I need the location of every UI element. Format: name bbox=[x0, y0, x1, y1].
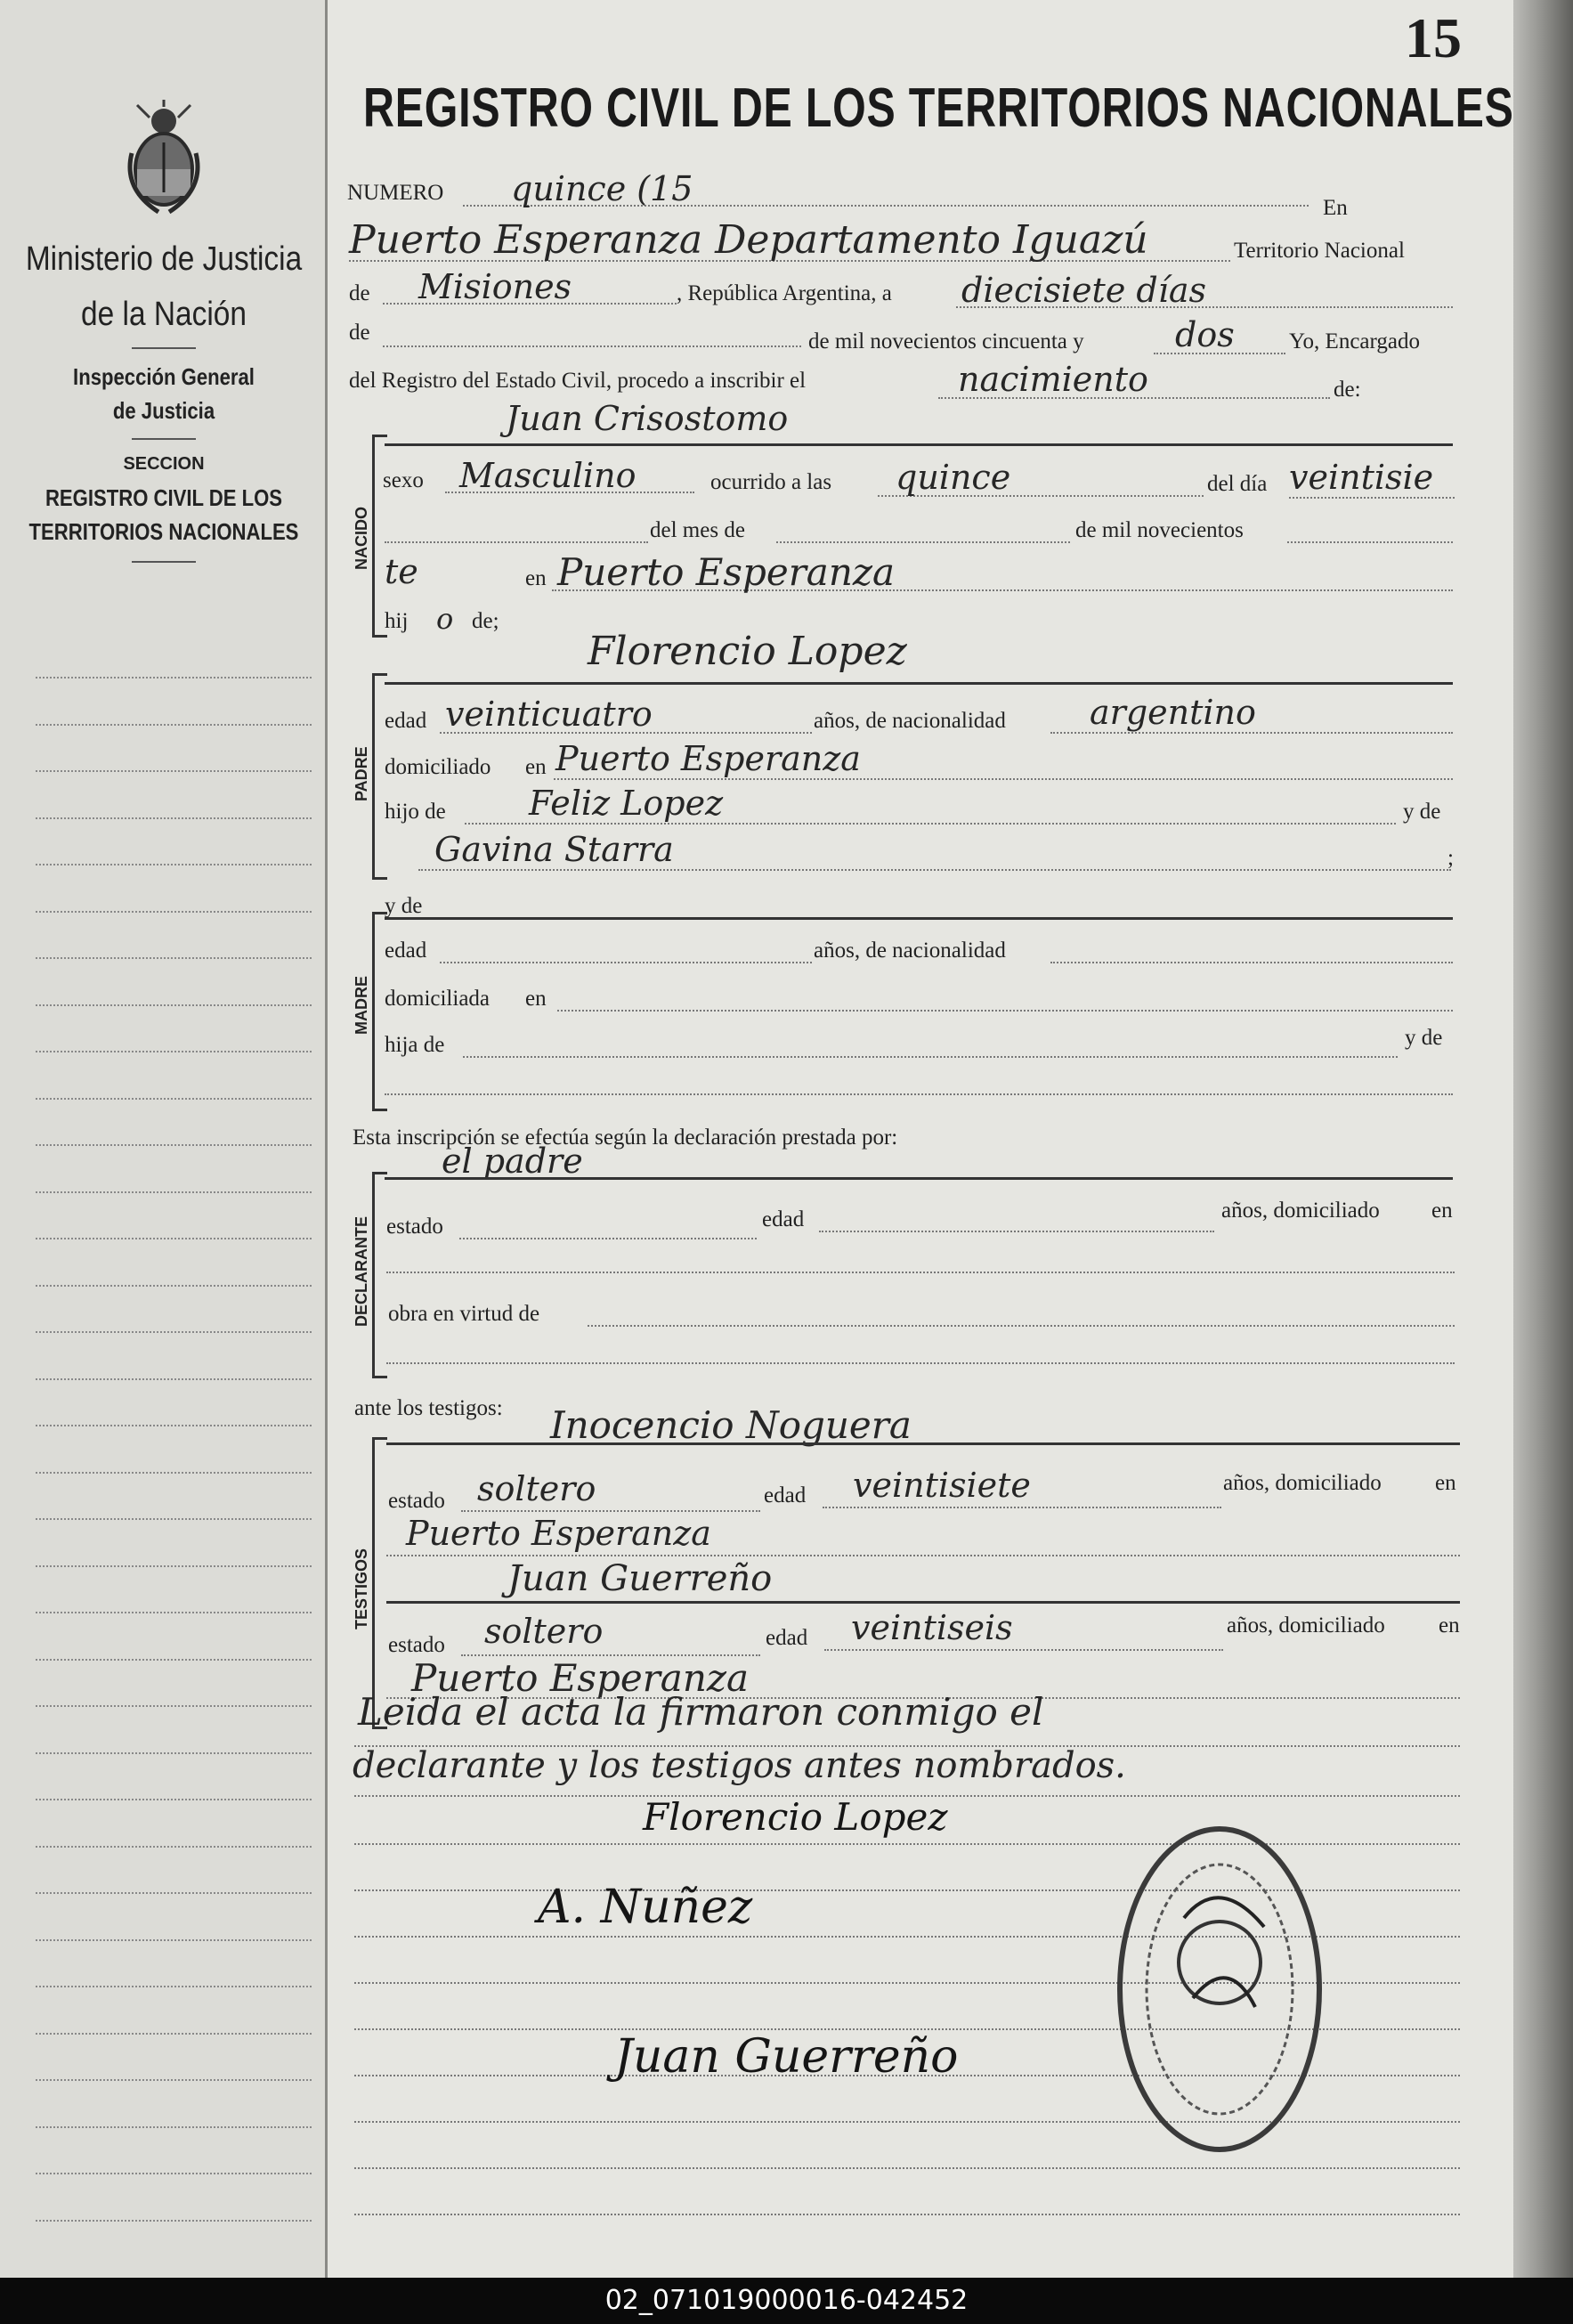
inspection-line-1: Inspección General bbox=[73, 363, 255, 390]
margin-ruled-line bbox=[36, 1705, 312, 1707]
declarante-line-last bbox=[386, 1362, 1455, 1364]
margin-ruled-line bbox=[36, 817, 312, 819]
testigo2-estado-label: estado bbox=[388, 1633, 445, 1657]
declarante-name-rule bbox=[385, 1177, 1453, 1180]
margin-ruled-line bbox=[36, 724, 312, 726]
margin-ruled-line bbox=[36, 1565, 312, 1567]
testigo2-en-label: en bbox=[1439, 1613, 1460, 1637]
lugar-value: Puerto Esperanza bbox=[557, 550, 896, 594]
testigo1-name-rule bbox=[386, 1442, 1460, 1445]
numero-value: quince (15 bbox=[511, 169, 693, 208]
padre-name-rule bbox=[385, 682, 1453, 685]
padre-name-value: Florencio Lopez bbox=[588, 629, 907, 674]
madre-nac-line bbox=[1050, 962, 1453, 963]
margin-ruled-line bbox=[36, 770, 312, 772]
margin-divider bbox=[132, 561, 196, 563]
de-label: de bbox=[349, 281, 370, 305]
padre-nac-line bbox=[1050, 732, 1453, 734]
hij-value: o bbox=[436, 602, 454, 636]
republica-label: , República Argentina, a bbox=[677, 281, 892, 305]
numero-label: NUMERO bbox=[347, 181, 444, 205]
margin-divider bbox=[132, 438, 196, 440]
declarante-side-label: DECLARANTE bbox=[353, 1216, 370, 1327]
margin-ruled-line bbox=[36, 1098, 312, 1100]
nacido-mil-label: de mil novecientos bbox=[1075, 518, 1244, 542]
margin-ruled-line bbox=[36, 1144, 312, 1146]
padre-domiciliado-label: domiciliado bbox=[385, 755, 491, 779]
testigo2-anos-label: años, domiciliado bbox=[1227, 1613, 1385, 1637]
margin-ruled-line bbox=[36, 957, 312, 959]
binding-edge bbox=[1513, 0, 1573, 2278]
signature-officer: A. Nuñez bbox=[538, 1881, 753, 1934]
padre-hijo-label: hijo de bbox=[385, 800, 446, 824]
testigo1-edad-value: veintisiete bbox=[853, 1466, 1031, 1505]
declarante-estado-label: estado bbox=[386, 1215, 443, 1239]
obra-label: obra en virtud de bbox=[388, 1302, 540, 1326]
nacido-bracket bbox=[372, 435, 387, 638]
testigo2-name-rule bbox=[386, 1601, 1460, 1604]
nacido-side-label: NACIDO bbox=[353, 507, 370, 570]
margin-ruled-line bbox=[36, 2220, 312, 2222]
testigo1-estado-label: estado bbox=[388, 1489, 445, 1513]
signature-father: Florencio Lopez bbox=[643, 1795, 948, 1839]
margin-ruled-line bbox=[36, 911, 312, 913]
madre-hija-line bbox=[463, 1056, 1398, 1058]
testigo1-domicilio-line bbox=[386, 1555, 1460, 1556]
page-number: 15 bbox=[1405, 6, 1462, 69]
margin-ruled-line bbox=[36, 1051, 312, 1052]
padre-madre-value: Gavina Starra bbox=[434, 830, 674, 869]
ocurrido-label: ocurrido a las bbox=[710, 470, 832, 494]
month-line bbox=[383, 345, 801, 347]
sexo-value: Masculino bbox=[459, 456, 636, 495]
declarante-estado-line bbox=[459, 1238, 757, 1239]
ministry-line-2: de la Nación bbox=[81, 296, 247, 333]
margin-divider bbox=[132, 347, 196, 349]
margin-ruled-line bbox=[36, 864, 312, 865]
section-label: SECCION bbox=[123, 454, 205, 474]
madre-en-label: en bbox=[525, 987, 547, 1011]
margin-ruled-line bbox=[36, 1472, 312, 1474]
padre-domicilio-line bbox=[554, 778, 1453, 780]
declarante-anos-label: años, domiciliado bbox=[1221, 1199, 1380, 1223]
territorio-label: Territorio Nacional bbox=[1234, 239, 1405, 263]
madre-line-last bbox=[385, 1093, 1453, 1095]
madre-yde-label: y de bbox=[385, 894, 423, 918]
coat-of-arms-icon bbox=[123, 100, 205, 215]
left-margin bbox=[0, 0, 328, 2278]
declarante-en-label: en bbox=[1431, 1199, 1453, 1223]
del-dia-label: del día bbox=[1207, 472, 1268, 496]
place-value: Puerto Esperanza Departamento Iguazú bbox=[349, 217, 1148, 263]
testigos-side-label: TESTIGOS bbox=[353, 1548, 370, 1629]
nacido-line-2b bbox=[1287, 541, 1453, 543]
hij-label: hij bbox=[385, 609, 409, 633]
section-name-1: REGISTRO CIVIL DE LOS bbox=[45, 484, 283, 511]
signature-witness: Juan Guerreño bbox=[614, 2030, 959, 2084]
dias-value: diecisiete días bbox=[961, 271, 1207, 310]
nacido-line-2a bbox=[385, 541, 648, 543]
testigo1-name-value: Inocencio Noguera bbox=[550, 1403, 912, 1447]
margin-ruled-line bbox=[36, 1846, 312, 1848]
padre-en-label: en bbox=[525, 755, 547, 779]
testigo2-estado-value: soltero bbox=[484, 1612, 604, 1651]
de3-label: de: bbox=[1334, 378, 1361, 402]
margin-ruled-line bbox=[36, 2079, 312, 2081]
margin-ruled-line bbox=[36, 1191, 312, 1193]
padre-yde-label: y de bbox=[1403, 800, 1441, 824]
margin-ruled-line bbox=[36, 1378, 312, 1380]
margin-ruled-line bbox=[36, 1425, 312, 1426]
testigo1-edad-label: edad bbox=[764, 1483, 807, 1507]
margin-ruled-line bbox=[36, 1986, 312, 1987]
testigo2-domicilio-value: Puerto Esperanza bbox=[411, 1656, 750, 1700]
obra-line bbox=[588, 1325, 1455, 1327]
padre-edad-label: edad bbox=[385, 709, 427, 733]
madre-domiciliada-label: domiciliada bbox=[385, 987, 491, 1011]
margin-ruled-line bbox=[36, 1939, 312, 1941]
margin-ruled-line bbox=[36, 1612, 312, 1613]
padre-hijo-line bbox=[465, 823, 1396, 825]
page-title: REGISTRO CIVIL DE LOS TERRITORIOS NACIONALES bbox=[363, 77, 1514, 139]
nacido-name-rule bbox=[385, 443, 1453, 446]
margin-ruled-line bbox=[36, 1799, 312, 1800]
margin-ruled-line bbox=[36, 2173, 312, 2174]
registro-label: del Registro del Estado Civil, procedo a inscribir el bbox=[349, 369, 807, 393]
margin-ruled-line bbox=[36, 1518, 312, 1520]
hora-value: quince bbox=[896, 458, 1011, 497]
testigo2-edad-line bbox=[824, 1649, 1223, 1651]
margin-ruled-line bbox=[36, 1892, 312, 1894]
margin-ruled-line bbox=[36, 1238, 312, 1239]
madre-side-label: MADRE bbox=[353, 976, 370, 1035]
declarante-line-2 bbox=[386, 1272, 1455, 1273]
lower-ruled-line bbox=[354, 2214, 1460, 2215]
padre-domicilio-value: Puerto Esperanza bbox=[555, 739, 861, 778]
declarante-name-value: el padre bbox=[442, 1142, 583, 1181]
testigo2-name-value: Juan Guerreño bbox=[507, 1558, 773, 1599]
hij-de-label: de; bbox=[472, 609, 499, 633]
ministry-line-1: Ministerio de Justicia bbox=[25, 240, 303, 278]
mil-label: de mil novecientos cincuenta y bbox=[808, 329, 1084, 353]
padre-nac-value: argentino bbox=[1090, 693, 1256, 732]
image-id-text: 02_071019000016-042452 bbox=[604, 2285, 969, 2316]
margin-ruled-line bbox=[36, 1659, 312, 1661]
section-name-2: TERRITORIOS NACIONALES bbox=[28, 518, 299, 545]
official-seal-icon bbox=[1113, 1820, 1326, 2158]
madre-edad-line bbox=[440, 962, 812, 963]
margin-ruled-line bbox=[36, 1285, 312, 1287]
testigo1-en-label: en bbox=[1435, 1471, 1456, 1495]
dia-line bbox=[1289, 497, 1455, 499]
testigo2-edad-label: edad bbox=[766, 1626, 808, 1650]
declarante-bracket bbox=[372, 1172, 387, 1378]
padre-madre-line bbox=[418, 869, 1451, 871]
padre-semicolon: ; bbox=[1447, 846, 1454, 870]
en-label: En bbox=[1323, 196, 1348, 220]
testigo1-anos-label: años, domiciliado bbox=[1223, 1471, 1382, 1495]
padre-hijo-value: Feliz Lopez bbox=[529, 784, 724, 823]
testigo1-estado-value: soltero bbox=[477, 1469, 596, 1508]
madre-name-rule bbox=[385, 917, 1453, 920]
acto-value: nacimiento bbox=[958, 360, 1148, 399]
madre-edad-label: edad bbox=[385, 939, 427, 963]
testigo1-domicilio-value: Puerto Esperanza bbox=[406, 1514, 711, 1553]
dia-cont-value: te bbox=[385, 552, 418, 591]
margin-ruled-line bbox=[36, 2126, 312, 2128]
declaracion-label: Esta inscripción se efectúa según la declaración prestada por: bbox=[353, 1125, 898, 1150]
padre-edad-value: veinticuatro bbox=[445, 695, 653, 734]
inspection-line-2: de Justicia bbox=[112, 397, 215, 424]
closing-line-2: declarante y los testigos antes nombrados. bbox=[353, 1745, 1126, 1786]
image-id-bar bbox=[0, 2278, 1573, 2324]
nacido-name-value: Juan Crisostomo bbox=[506, 399, 789, 438]
declarante-edad-label: edad bbox=[762, 1207, 805, 1231]
closing-line-1: Leida el acta la firmaron conmigo el bbox=[358, 1690, 1044, 1734]
nacido-en-label: en bbox=[525, 566, 547, 590]
madre-hija-label: hija de bbox=[385, 1033, 445, 1057]
year-value: dos bbox=[1175, 315, 1235, 354]
madre-yde2-label: y de bbox=[1405, 1026, 1443, 1050]
territory-value: Misiones bbox=[418, 267, 572, 306]
margin-ruled-line bbox=[36, 1331, 312, 1333]
margin-ruled-line bbox=[36, 1004, 312, 1006]
de2-label: de bbox=[349, 321, 370, 345]
madre-domicilio-line bbox=[557, 1010, 1453, 1012]
dia-value: veintisie bbox=[1289, 458, 1434, 497]
padre-side-label: PADRE bbox=[353, 746, 370, 801]
testigo1-estado-line bbox=[461, 1510, 760, 1512]
yo-label: Yo, Encargado bbox=[1289, 329, 1420, 353]
lower-ruled-line bbox=[354, 2167, 1460, 2169]
testigo2-edad-value: veintiseis bbox=[851, 1608, 1013, 1647]
sexo-label: sexo bbox=[383, 468, 424, 492]
padre-anos-label: años, de nacionalidad bbox=[814, 709, 1006, 733]
testigos-label: ante los testigos: bbox=[354, 1396, 503, 1420]
mes-line bbox=[776, 541, 1070, 543]
margin-ruled-line bbox=[36, 2033, 312, 2035]
testigo1-edad-line bbox=[823, 1507, 1221, 1508]
declarante-edad-line bbox=[819, 1231, 1214, 1232]
margin-ruled-line bbox=[36, 1752, 312, 1754]
testigos-bracket bbox=[372, 1437, 387, 1729]
del-mes-label: del mes de bbox=[650, 518, 745, 542]
madre-anos-label: años, de nacionalidad bbox=[814, 939, 1006, 963]
margin-ruled-line bbox=[36, 677, 312, 679]
